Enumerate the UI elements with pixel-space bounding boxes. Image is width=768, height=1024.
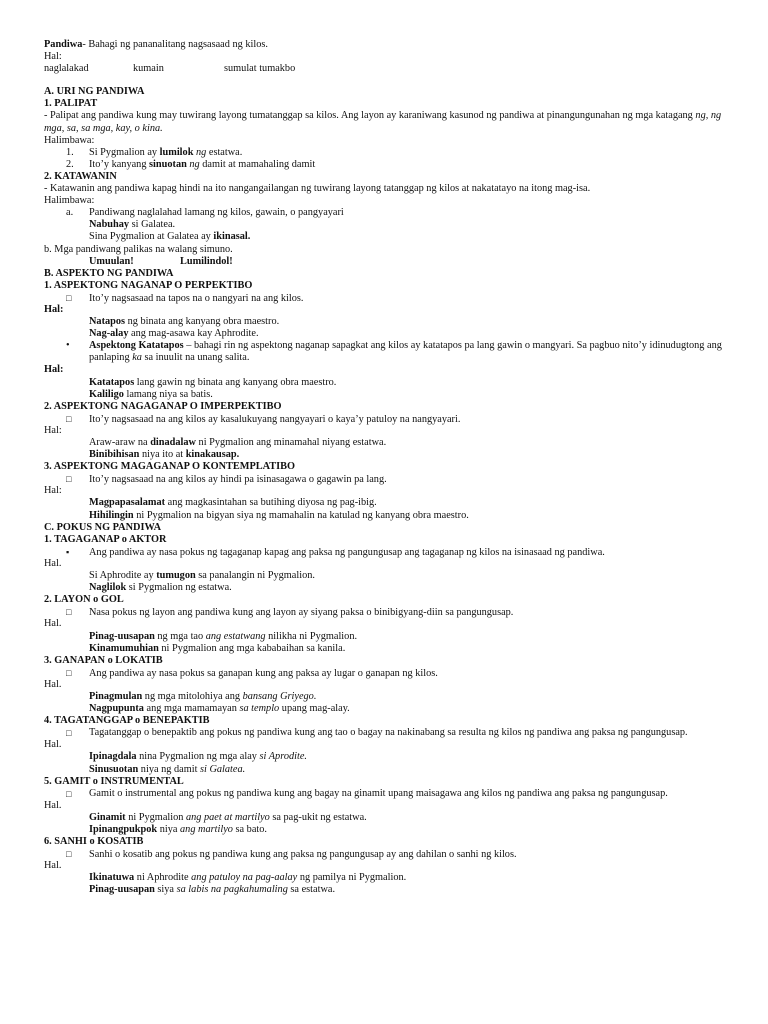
lokatib-bullet: □ Ang pandiwa ay nasa pokus sa ganapan kung ang paksa ay lugar o ganapan ng kilos. <box>66 667 438 679</box>
katatapos-example-1: Katatapos lang gawin ng binata ang kanyang obra maestro. <box>89 376 337 388</box>
kontemplatibo-example-1: Magpapasalamat ang magkasintahan sa butihing diyosa ng pag-ibig. <box>89 497 377 509</box>
katawanin-example-1: Nabuhay si Galatea. <box>89 219 176 231</box>
lokatib-example-2: Nagpupunta ang mga mamamayan sa templo upang mag-alay. <box>89 703 350 715</box>
katawanin-halimbawa: Halimbawa: <box>44 195 95 207</box>
katatapos-example-2: Kaliligo lamang niya sa batis. <box>89 388 213 400</box>
palipat-title: 1. PALIPAT <box>44 98 98 110</box>
imperpektibo-example-2: Binibihisan niya ito at kinakausap. <box>89 449 240 461</box>
lokatib-title: 3. GANAPAN o LOKATIB <box>44 654 163 666</box>
perpektibo-title: 1. ASPEKTONG NAGANAP O PERPEKTIBO <box>44 279 253 291</box>
gol-bullet: □ Nasa pokus ng layon ang pandiwa kung ang layon ay siyang paksa o binibigyang-diin sa pangungusap. <box>66 607 514 619</box>
square-bullet-icon: ▪ <box>66 546 70 557</box>
lokatib-hal: Hal. <box>44 678 62 690</box>
box-bullet-icon: □ <box>66 292 72 303</box>
instrumental-title: 5. GAMIT o INSTRUMENTAL <box>44 775 184 787</box>
gol-example-1: Pinag-uusapan ng mga tao ang estatwang nilikha ni Pygmalion. <box>89 630 358 642</box>
box-bullet-icon: □ <box>66 667 72 678</box>
perpektibo-example-2: Nag-alay ang mag-asawa kay Aphrodite. <box>89 328 259 340</box>
intro-examples: naglalakad kumain sumulat tumakbo <box>44 63 296 75</box>
instrumental-hal: Hal. <box>44 799 62 811</box>
perpektibo-hal: Hal: <box>44 303 64 315</box>
lokatib-example-1: Pinagmulan ng mga mitolohiya ang bansang Griyego. <box>89 690 317 702</box>
box-bullet-icon: □ <box>66 413 72 424</box>
benepaktib-bullet: □ Tagatanggap o benepaktib ang pokus ng pandiwa kung ang tao o bagay na nakinabang sa resulta ng kilos ng pandiwa ang paksa ng pangungusap. <box>66 727 688 739</box>
section-a-title: A. URI NG PANDIWA <box>44 86 145 98</box>
aktor-bullet: ▪ Ang pandiwa ay nasa pokus ng tagaganap kapag ang paksa ng pangungusap ang tagaganap ng kilos na isinasaad ng pandiwa. <box>66 546 605 558</box>
perpektibo-example-1: Natapos ng binata ang kanyang obra maestro. <box>89 316 280 328</box>
kosatib-example-1: Ikinatuwa ni Aphrodite ang patuloy na pag-aalay ng pamilya ni Pygmalion. <box>89 872 407 884</box>
intro-hal: Hal: <box>44 51 62 63</box>
palipat-example-1: 1. Si Pygmalion ay lumilok ng estatwa. <box>66 146 243 158</box>
benepaktib-hal: Hal. <box>44 739 62 751</box>
section-b-title: B. ASPEKTO NG PANDIWA <box>44 267 174 279</box>
aktor-example-2: Naglilok si Pygmalion ng estatwa. <box>89 582 232 594</box>
imperpektibo-example-1: Araw-araw na dinadalaw ni Pygmalion ang minamahal niyang estatwa. <box>89 437 387 448</box>
palipat-example-2: 2. Ito’y kanyang sinuotan ng damit at mamahaling damit <box>66 158 316 170</box>
katatapos-bullet: • Aspektong Katatapos – bahagi rin ng aspektong naganap sapagkat ang kilos ay katatapos pa lang gawin o mangyari. Sa pagbuo nito’y idinudugtong ang panlaping ka sa inuulit na unang salita. <box>66 340 722 364</box>
aktor-title: 1. TAGAGANAP o AKTOR <box>44 533 167 545</box>
katawanin-text: - Katawanin ang pandiwa kapag hindi na ito nangangailangan ng tuwirang layong tatanggap ng kilos at nakatatayo na itong mag-isa. <box>44 183 591 195</box>
kontemplatibo-hal: Hal: <box>44 485 62 497</box>
kontemplatibo-bullet: □ Ito’y nagsasaad na ang kilos ay hindi pa isinasagawa o gagawin pa lang. <box>66 474 387 486</box>
instrumental-example-1: Ginamit ni Pygmalion ang paet at martilyo sa pag-ukit ng estatwa. <box>89 811 367 823</box>
katawanin-item-a: a. Pandiwang naglalahad lamang ng kilos, gawain, o pangyayari <box>66 207 344 219</box>
aktor-hal: Hal. <box>44 557 62 569</box>
benepaktib-example-2: Sinusuotan niya ng damit si Galatea. <box>89 763 246 775</box>
box-bullet-icon: □ <box>66 849 72 860</box>
box-bullet-icon: □ <box>66 474 72 485</box>
intro-definition: Pandiwa- Bahagi ng pananalitang nagsasaad ng kilos. <box>44 39 268 50</box>
imperpektibo-title: 2. ASPEKTONG NAGAGANAP O IMPERPEKTIBO <box>44 400 282 412</box>
section-c-title: C. POKUS NG PANDIWA <box>44 521 162 533</box>
kosatib-title: 6. SANHI o KOSATIB <box>44 836 144 848</box>
katawanin-title: 2. KATAWANIN <box>44 170 117 182</box>
document <box>44 39 734 897</box>
imperpektibo-bullet: □ Ito’y nagsasaad na ang kilos ay kasalukuyang nangyayari o kaya’y patuloy na nangyayari. <box>66 413 461 425</box>
box-bullet-icon: □ <box>66 728 72 739</box>
kosatib-bullet: □ Sanhi o kosatib ang pokus ng pandiwa kung ang paksa ng pangungusap ay ang dahilan o sanhi ng kilos. <box>66 849 517 861</box>
gol-example-2: Kinamumuhian ni Pygmalion ang mga kababaihan sa kanila. <box>89 642 346 654</box>
round-bullet-icon: • <box>66 340 70 352</box>
palipat-halimbawa: Halimbawa: <box>44 134 95 146</box>
aktor-example-1: Si Aphrodite ay tumugon sa panalangin ni Pygmalion. <box>89 570 315 582</box>
gol-title: 2. LAYON o GOL <box>44 594 124 606</box>
box-bullet-icon: □ <box>66 788 72 799</box>
imperpektibo-hal: Hal: <box>44 424 62 436</box>
katawanin-example-2: Sina Pygmalion at Galatea ay ikinasal. <box>89 231 251 243</box>
kontemplatibo-title: 3. ASPEKTONG MAGAGANAP O KONTEMPLATIBO <box>44 461 296 473</box>
kontemplatibo-example-2: Hihilingin ni Pygmalion na bigyan siya ng mamahalin na katulad ng kanyang obra maestro. <box>89 509 469 521</box>
benepaktib-example-1: Ipinagdala nina Pygmalion ng mga alay si Aprodite. <box>89 751 307 763</box>
katawanin-item-b: b. Mga pandiwang palikas na walang simuno. <box>44 243 233 255</box>
benepaktib-title: 4. TAGATANGGAP o BENEPAKTIB <box>44 715 210 727</box>
palipat-text: - Palipat ang pandiwa kung may tuwirang layong tumatanggap sa kilos. Ang layon ay karaniwang kasunod ng pandiwa at pinangungunahan ng mga katagang ng, ng mga, sa, sa mga, kay, o kina. <box>44 110 722 134</box>
perpektibo-bullet: □ Ito’y nagsasaad na tapos na o nangyari na ang kilos. <box>66 292 304 304</box>
box-bullet-icon: □ <box>66 607 72 618</box>
gol-hal: Hal. <box>44 618 62 630</box>
instrumental-bullet: □ Gamit o instrumental ang pokus ng pandiwa kung ang bagay na ginamit upang maisagawa ang kilos ng pandiwa ang paksa ng pangungusap. <box>66 787 668 799</box>
instrumental-example-2: Ipinangpukpok niya ang martilyo sa bato. <box>89 824 267 835</box>
katawanin-b-examples: Umuulan! Lumilindol! <box>89 255 233 267</box>
kosatib-example-2: Pinag-uusapan siya sa labis na pagkahumaling sa estatwa. <box>89 884 336 896</box>
katatapos-hal: Hal: <box>44 364 64 376</box>
kosatib-hal: Hal. <box>44 860 62 872</box>
